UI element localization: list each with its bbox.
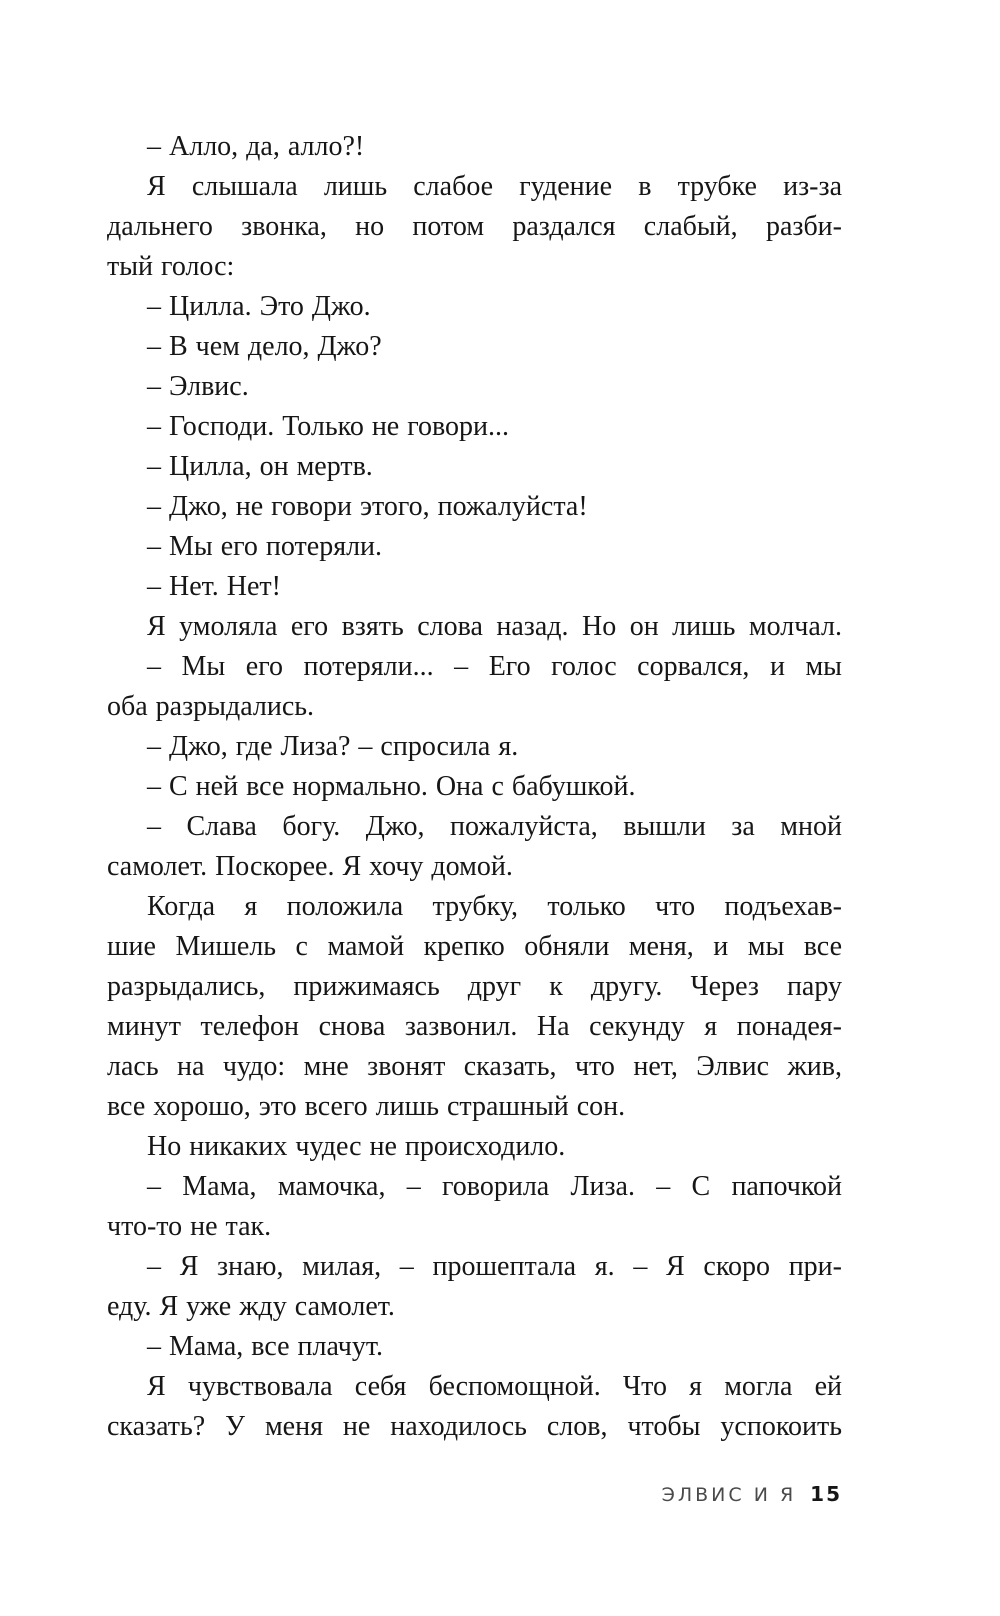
text-line: Когда я положила трубку, только что подъехав- xyxy=(147,891,842,922)
text-line: – Джо, где Лиза? – спросила я. xyxy=(147,731,519,762)
text-line: – Нет. Нет! xyxy=(147,571,281,602)
running-title: ЭЛВИС И Я xyxy=(661,1484,797,1506)
text-line: – Элвис. xyxy=(147,371,249,402)
text-line: – Мы его потеряли... – Его голос сорвался, и мы xyxy=(147,651,842,682)
text-line: Я слышала лишь слабое гудение в трубке из-за xyxy=(147,171,842,202)
text-line: самолет. Поскорее. Я хочу домой. xyxy=(107,851,513,882)
text-line: Но никаких чудес не происходило. xyxy=(147,1131,566,1162)
text-line: минут телефон снова зазвонил. На секунду я понадея- xyxy=(107,1011,842,1042)
text-line: – Алло, да, алло?! xyxy=(147,131,365,162)
text-line: – Слава богу. Джо, пожалуйста, вышли за мной xyxy=(147,811,842,842)
page-footer xyxy=(600,1482,842,1516)
text-line: дальнего звонка, но потом раздался слабый, разби- xyxy=(107,211,842,242)
text-line: – Цилла, он мертв. xyxy=(147,451,373,482)
text-line: сказать? У меня не находилось слов, чтобы успокоить xyxy=(107,1411,842,1442)
text-line: – Мы его потеряли. xyxy=(147,531,383,562)
text-line: лась на чудо: мне звонят сказать, что нет, Элвис жив, xyxy=(107,1051,842,1082)
text-line: Я чувствовала себя беспомощной. Что я могла ей xyxy=(147,1371,842,1402)
text-line: оба разрыдались. xyxy=(107,691,315,722)
text-line: все хорошо, это всего лишь страшный сон. xyxy=(107,1091,626,1122)
text-line: – Господи. Только не говори... xyxy=(147,411,510,442)
text-line: – Я знаю, милая, – прошептала я. – Я скоро при- xyxy=(147,1251,842,1282)
text-line: тый голос: xyxy=(107,251,235,282)
text-line: – В чем дело, Джо? xyxy=(147,331,382,362)
text-line: – С ней все нормально. Она с бабушкой. xyxy=(147,771,636,802)
text-line: Я умоляла его взять слова назад. Но он лишь молчал. xyxy=(147,611,842,642)
body-text xyxy=(107,127,842,1447)
text-line: – Цилла. Это Джо. xyxy=(147,291,371,322)
text-line: шие Мишель с мамой крепко обняли меня, и мы все xyxy=(107,931,842,962)
text-line: – Джо, не говори этого, пожалуйста! xyxy=(147,491,588,522)
text-line: – Мама, мамочка, – говорила Лиза. – С папочкой xyxy=(147,1171,842,1202)
text-line: что-то не так. xyxy=(107,1211,272,1242)
text-line: – Мама, все плачут. xyxy=(147,1331,384,1362)
text-line: еду. Я уже жду самолет. xyxy=(107,1291,395,1322)
page-number: 15 xyxy=(810,1482,842,1506)
text-line: разрыдались, прижимаясь друг к другу. Через пару xyxy=(107,971,842,1002)
